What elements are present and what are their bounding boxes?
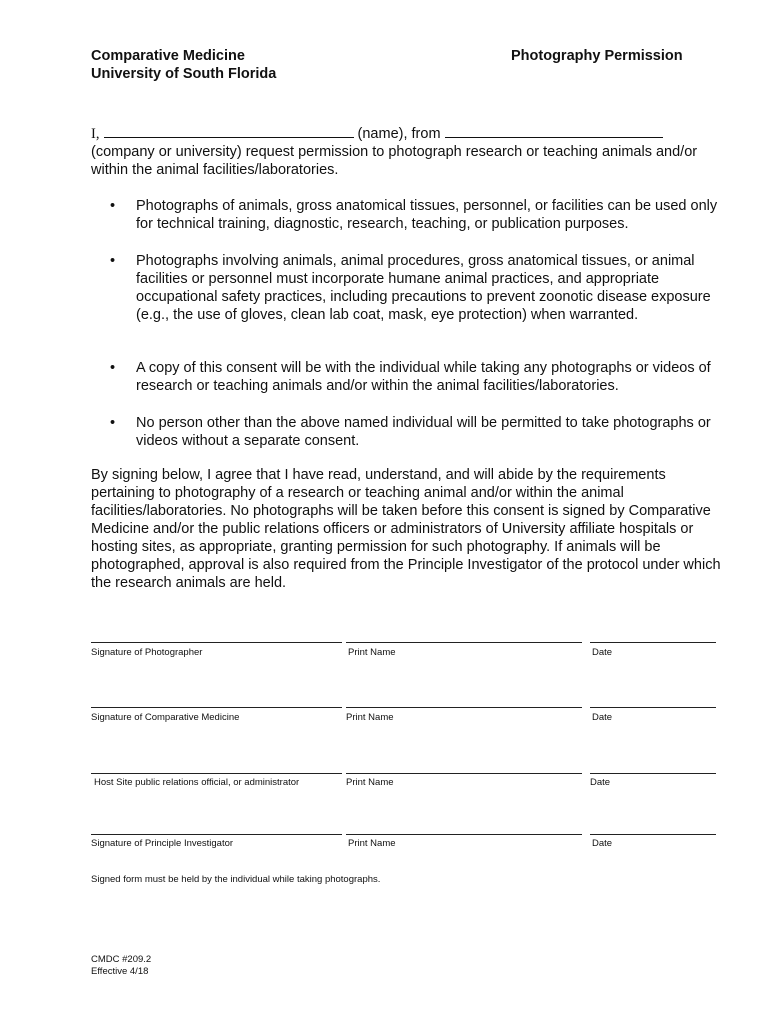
bullet-text: No person other than the above named individual will be permitted to take photographs or videos without a separate consent. xyxy=(136,415,711,449)
bullet-icon: • xyxy=(110,253,116,269)
bullet-icon: • xyxy=(110,360,116,376)
agreement-paragraph: By signing below, I agree that I have read, understand, and will abide by the requirements pertaining to photography of a research or teaching animal and/or within the animal facilities/laboratories. No photographs will be taken before this consent is signed by Comparative Medicine and/or the public relations officers or administrators of University affiliate hospitals or hosting sites, as appropriate, granting permission for such photography. If animals will be photographed, approval is also required from the Principle Investigator of the protocol under which the research animals are held. xyxy=(91,467,721,591)
intro-first-line xyxy=(91,125,731,143)
effective-date: Effective 4/18 xyxy=(91,966,149,977)
bullet-item xyxy=(110,414,725,450)
bullet-item xyxy=(110,252,725,324)
host-site-date-line[interactable] xyxy=(590,773,716,774)
bullet-text: A copy of this consent will be with the individual while taking any photographs or videos of research or teaching animals and/or within the animal facilities/laboratories. xyxy=(136,360,711,394)
form-id: CMDC #209.2 xyxy=(91,954,152,965)
photographer-date-line[interactable] xyxy=(590,642,716,643)
signature-role-label: Signature of Comparative Medicine xyxy=(91,712,240,723)
date-label: Date xyxy=(590,777,611,788)
print-name-label: Print Name xyxy=(348,647,396,658)
intro-line-3: within the animal facilities/laboratories. xyxy=(91,162,339,178)
investigator-date-line[interactable] xyxy=(590,834,716,835)
bullet-icon: • xyxy=(110,198,116,214)
photographer-print-name-line[interactable] xyxy=(346,642,582,643)
date-label: Date xyxy=(592,838,613,849)
intro-paragraph xyxy=(91,125,731,179)
holding-note: Signed form must be held by the individual while taking photographs. xyxy=(91,874,381,885)
host-site-signature-line[interactable] xyxy=(91,773,342,774)
print-name-label: Print Name xyxy=(348,838,396,849)
bullet-item xyxy=(110,359,725,395)
bullet-text: Photographs involving animals, animal procedures, gross anatomical tissues, or animal facilities or personnel must incorporate humane animal practices, and appropriate occupational safety practices, including precautions to prevent zoonotic disease exposure (e.g., the use of gloves, clean lab coat, mask, eye protection) when warranted. xyxy=(136,253,711,323)
bullet-item xyxy=(110,197,725,233)
document-title: Photography Permission xyxy=(511,48,683,64)
intro-i-label: I, xyxy=(91,126,100,142)
signature-role-label: Signature of Principle Investigator xyxy=(91,838,234,849)
department-name: Comparative Medicine xyxy=(91,48,245,64)
university-name: University of South Florida xyxy=(91,66,277,82)
date-label: Date xyxy=(592,647,613,658)
name-blank-line[interactable] xyxy=(104,125,354,138)
investigator-print-name-line[interactable] xyxy=(346,834,582,835)
signature-role-label: Host Site public relations official, or administrator xyxy=(94,777,300,788)
organization-blank-line[interactable] xyxy=(445,125,663,138)
investigator-signature-line[interactable] xyxy=(91,834,342,835)
intro-line-2: (company or university) request permission to photograph research or teaching animals and/or xyxy=(91,144,698,160)
host-site-print-name-line[interactable] xyxy=(346,773,582,774)
signature-role-label: Signature of Photographer xyxy=(91,647,203,658)
bullet-text: Photographs of animals, gross anatomical tissues, personnel, or facilities can be used only for technical training, diagnostic, research, teaching, or publication purposes. xyxy=(136,198,718,232)
intro-name-label: (name), from xyxy=(357,126,441,142)
comparative-medicine-signature-line[interactable] xyxy=(91,707,342,708)
comparative-medicine-date-line[interactable] xyxy=(590,707,716,708)
date-label: Date xyxy=(592,712,613,723)
print-name-label: Print Name xyxy=(346,712,394,723)
print-name-label: Print Name xyxy=(346,777,394,788)
comparative-medicine-print-name-line[interactable] xyxy=(346,707,582,708)
photographer-signature-line[interactable] xyxy=(91,642,342,643)
bullet-icon: • xyxy=(110,415,116,431)
